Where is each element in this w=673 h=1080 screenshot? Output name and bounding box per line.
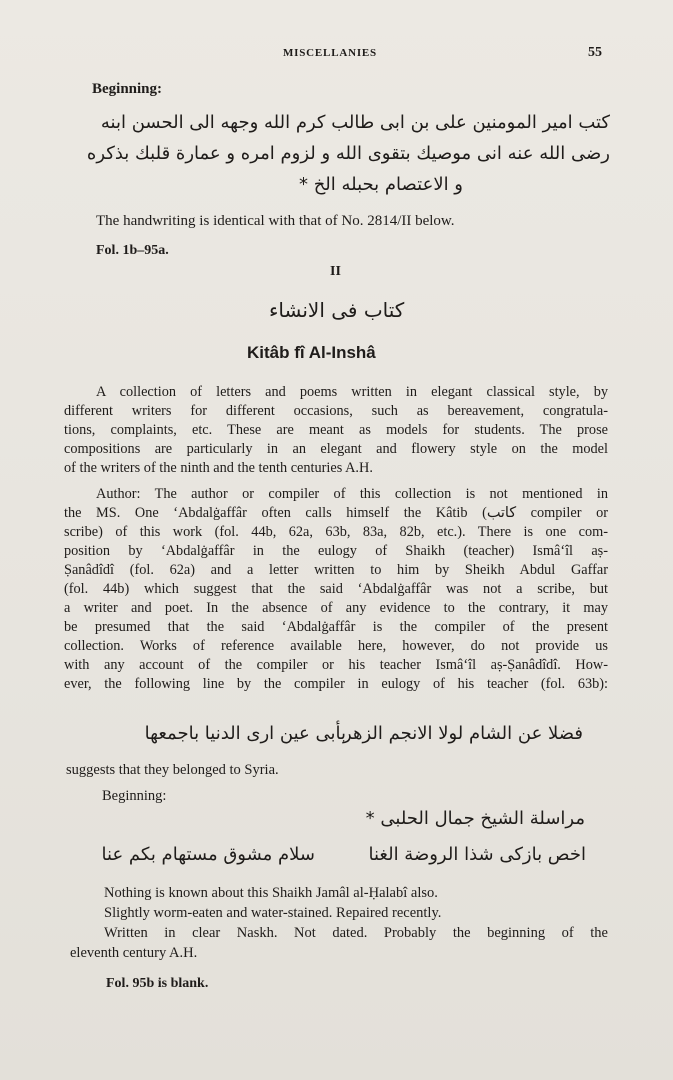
para-line: A collection of letters and poems written in elegant classical style, by bbox=[96, 384, 608, 400]
para-line: be presumed that the said ‘Abdalġaffâr is the compiler of the present bbox=[64, 619, 608, 635]
page-number: 55 bbox=[588, 45, 602, 60]
blank-folio-note: Fol. 95b is blank. bbox=[106, 976, 209, 991]
syria-line: suggests that they belonged to Syria. bbox=[66, 762, 279, 778]
para-line: the MS. One ‘Abdalġaffâr often calls himself the Kâtib (كاتب compiler or bbox=[64, 505, 608, 521]
arabic-line-3: و الاعتصام بحبله الخ * bbox=[298, 174, 463, 195]
para-line: Author: The author or compiler of this collection is not mentioned in bbox=[96, 486, 608, 502]
para-line: a writer and poet. In the absence of any evidence to the contrary, it may bbox=[64, 600, 608, 616]
arabic-line-1: كتب امير المومنين على بن ابى طالب كرم الله وجهه الى الحسن ابنه bbox=[100, 112, 610, 133]
note-line: Slightly worm-eaten and water-stained. Repaired recently. bbox=[104, 905, 442, 921]
beginning-label: Beginning: bbox=[92, 81, 163, 97]
section-roman-numeral: II bbox=[330, 264, 341, 279]
author-paragraph bbox=[64, 487, 608, 696]
para-line: ever, the following line by the compiler in eulogy of his teacher (fol. 63b): bbox=[64, 676, 608, 692]
running-title: MISCELLANIES bbox=[283, 47, 377, 59]
note-line: Written in clear Naskh. Not dated. Probably the beginning of the bbox=[104, 925, 608, 941]
para-line: compositions are particularly in an elegant and flowery style on the model bbox=[64, 441, 608, 457]
para-line: different writers for different occasions, such as bereavement, congratula- bbox=[64, 403, 608, 419]
para-line: collection. Works of reference available here, however, do not provide us bbox=[64, 638, 608, 654]
beginning-label-2: Beginning: bbox=[102, 788, 167, 804]
beginning-arabic-line-1: مراسلة الشيخ جمال الحلبى * bbox=[365, 808, 585, 829]
para-line: Ṣanâdîdî (fol. 62a) and a letter written to him by Sheikh Abdul Gaffar bbox=[64, 562, 608, 578]
note-line: eleventh century A.H. bbox=[70, 945, 198, 961]
verse-left-hemistich: فضلا عن الشام لولا الانجم الزهر bbox=[343, 723, 583, 744]
verse-right-hemistich: بأبى عين ارى الدنيا باجمعها bbox=[144, 723, 346, 744]
note-line: Nothing is known about this Shaikh Jamâl al-Ḥalabî also. bbox=[104, 885, 438, 901]
section-title: Kitâb fî Al-Inshâ bbox=[247, 343, 376, 362]
beginning-arabic-hemistich-1: اخص بازكى شذا الروضة الغنا bbox=[368, 844, 586, 865]
para-line: scribe) of this work (fol. 44b, 62a, 63b, 83a, 82b, etc.). There is one com- bbox=[64, 524, 608, 540]
handwriting-note: The handwriting is identical with that of No. 2814/II below. bbox=[96, 213, 455, 229]
arabic-title: كتاب فى الانشاء bbox=[269, 298, 405, 322]
para-line: position by ‘Abdalġaffâr in the eulogy of Shaikh (teacher) Ismâ‘îl aṣ- bbox=[64, 543, 608, 559]
para-line: tions, complaints, etc. These are meant as models for students. The prose bbox=[64, 422, 608, 438]
para-line: (fol. 44b) which suggest that the said ‘Abdalġaffâr was not a scribe, but bbox=[64, 581, 608, 597]
para-line: with any account of the compiler or his teacher Ismâ‘îl aṣ-Ṣanâdîdî. How- bbox=[64, 657, 608, 673]
beginning-arabic-hemistich-2: سلام مشوق مستهام بكم عنا bbox=[101, 844, 315, 865]
folio-range: Fol. 1b–95a. bbox=[96, 243, 169, 258]
description-paragraph bbox=[64, 385, 608, 480]
para-line: of the writers of the ninth and the tenth centuries A.H. bbox=[64, 460, 373, 476]
arabic-line-2: رضى الله عنه انى موصيك بتقوى الله و لزوم امره و عمارة قلبك بذكره bbox=[86, 143, 610, 164]
